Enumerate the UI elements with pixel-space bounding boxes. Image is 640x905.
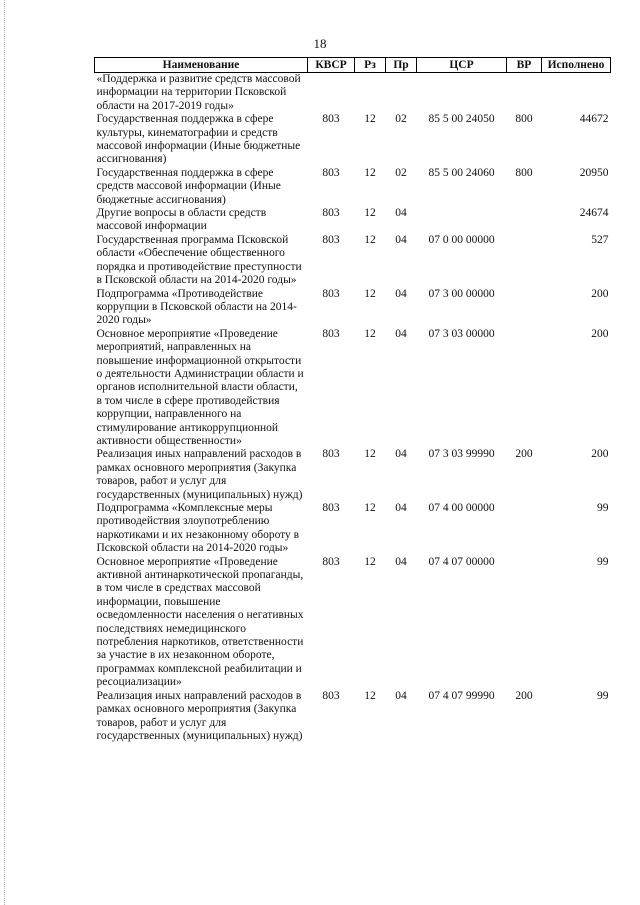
row-kvsr-cell: 803: [322, 555, 340, 568]
row-rz-cell: 12: [364, 166, 376, 179]
table-row: [95, 448, 611, 502]
row-pr-cell: 04: [395, 689, 407, 702]
header-pr: Пр: [386, 58, 417, 73]
row-csr-cell: [417, 207, 507, 234]
row-amount-cell: 44672: [579, 113, 609, 126]
row-kvsr-cell: 803: [322, 327, 340, 340]
row-name-cell: Основное мероприятие «Проведение мероприятий, направленных на повышение информационной открытости о деятельности Администрации области и органов исполнительной власти области, в том числе в сфере противодействия коррупции, направленного на стимулирование антикоррупционной активности общественности»: [96, 327, 304, 447]
row-rz-cell: 12: [364, 113, 376, 126]
budget-table: [94, 57, 611, 743]
row-rz-cell: 12: [364, 689, 376, 702]
row-vr-cell: [507, 556, 542, 690]
table-body: [95, 73, 611, 744]
row-vr-cell: 800: [515, 166, 533, 179]
table-row: [95, 73, 611, 114]
table-header-row: [95, 58, 611, 73]
row-csr-cell: 85 5 00 24060: [428, 166, 495, 179]
row-kvsr-cell: 803: [322, 166, 340, 179]
page-number: 18: [313, 36, 327, 51]
row-pr-cell: 04: [395, 327, 407, 340]
header-csr: ЦСР: [417, 58, 507, 73]
row-csr-cell: [417, 73, 507, 114]
table-row: [95, 167, 611, 207]
row-amount-cell: 99: [597, 689, 609, 702]
table-row: [95, 207, 611, 234]
row-amount-cell: [542, 73, 611, 114]
row-csr-cell: 07 4 00 00000: [428, 502, 495, 514]
row-pr-cell: 04: [395, 207, 407, 220]
row-amount-cell: 99: [597, 555, 609, 568]
row-vr-cell: [507, 502, 542, 556]
row-name-cell: Государственная поддержка в сфере средств массовой информации (Иные бюджетные ассигнования): [96, 166, 281, 206]
header-amount: Исполнено: [542, 58, 611, 73]
row-pr-cell: 02: [395, 113, 407, 126]
row-amount-cell: 24674: [579, 207, 609, 220]
table-row: [95, 288, 611, 328]
row-kvsr-cell: 803: [322, 233, 340, 246]
row-csr-cell: 07 3 00 00000: [428, 287, 495, 300]
row-pr-cell: 04: [395, 233, 407, 246]
row-pr-cell: 04: [395, 502, 407, 514]
row-kvsr-cell: 803: [322, 207, 340, 220]
row-kvsr-cell: 803: [322, 448, 340, 461]
header-vr: ВР: [507, 58, 542, 73]
row-pr-cell: 04: [395, 555, 407, 568]
table-row: [95, 328, 611, 449]
row-csr-cell: 07 3 03 00000: [428, 327, 495, 340]
row-name-cell: «Поддержка и развитие средств массовой информации на территории Псковской области на 2017-2019 годы»: [96, 73, 301, 112]
table-row: [95, 113, 611, 167]
row-kvsr-cell: 803: [322, 287, 340, 300]
row-pr-cell: [386, 73, 417, 114]
header-rz: Рз: [355, 58, 386, 73]
row-vr-cell: 200: [515, 448, 533, 461]
header-name: Наименование: [95, 58, 308, 73]
row-rz-cell: 12: [364, 448, 376, 461]
row-pr-cell: 04: [395, 448, 407, 461]
row-rz-cell: 12: [364, 287, 376, 300]
row-rz-cell: 12: [364, 233, 376, 246]
row-name-cell: Другие вопросы в области средств массовой информации: [96, 207, 267, 233]
row-name-cell: Государственная программа Псковской области «Обеспечение общественного порядка и противодействие преступности в Псковской области на 2014-2020 годы»: [96, 233, 302, 287]
row-amount-cell: 20950: [579, 166, 609, 179]
row-pr-cell: 04: [395, 287, 407, 300]
row-vr-cell: 200: [515, 689, 533, 702]
row-kvsr-cell: 803: [322, 689, 340, 702]
row-kvsr-cell: 803: [322, 113, 340, 126]
row-rz-cell: [355, 73, 386, 114]
row-name-cell: Реализация иных направлений расходов в рамках основного мероприятия (Закупка товаров, работ и услуг для государственных (муниципальных) нужд): [96, 448, 303, 501]
row-vr-cell: [507, 234, 542, 288]
row-vr-cell: [507, 207, 542, 234]
row-amount-cell: 200: [591, 327, 609, 340]
row-name-cell: Реализация иных направлений расходов в рамках основного мероприятия (Закупка товаров, работ и услуг для государственных (муниципальных) нужд): [96, 689, 303, 742]
row-csr-cell: 07 3 03 99990: [428, 448, 495, 461]
row-amount-cell: 200: [591, 448, 609, 461]
row-rz-cell: 12: [364, 207, 376, 220]
row-rz-cell: 12: [364, 502, 376, 514]
row-name-cell: Основное мероприятие «Проведение активной антинаркотической пропаганды, в том числе в средствах массовой информации, повышение осведомленности населения о негативных последствиях немедицинского потребления наркотиков, ответственности за участие в их незаконном обороте, программах комплексной реабилитации и ресоциализации»: [96, 555, 304, 689]
row-rz-cell: 12: [364, 555, 376, 568]
row-csr-cell: 07 0 00 00000: [428, 233, 495, 246]
row-rz-cell: 12: [364, 327, 376, 340]
row-vr-cell: [507, 288, 542, 328]
row-kvsr-cell: [308, 73, 355, 114]
row-amount-cell: 200: [591, 287, 609, 300]
table-row: [95, 502, 611, 556]
row-name-cell: Подпрограмма «Противодействие коррупции в Псковской области на 2014-2020 годы»: [96, 287, 297, 327]
row-vr-cell: [507, 328, 542, 449]
table-row: [95, 690, 611, 744]
header-kvsr: КВСР: [308, 58, 355, 73]
table-row: [95, 234, 611, 288]
row-csr-cell: 85 5 00 24050: [428, 113, 495, 126]
row-name-cell: Подпрограмма «Комплексные меры противодействия злоупотреблению наркотиками и их незаконному обороту в Псковской области на 2014-2020 годы»: [96, 502, 300, 555]
row-csr-cell: 07 4 07 00000: [428, 555, 495, 568]
scan-edge-line: [4, 0, 6, 905]
row-vr-cell: [507, 73, 542, 114]
row-amount-cell: 99: [597, 502, 609, 514]
table-row: [95, 556, 611, 690]
row-csr-cell: 07 4 07 99990: [428, 689, 495, 702]
row-pr-cell: 02: [395, 166, 407, 179]
row-name-cell: Государственная поддержка в сфере культуры, кинематографии и средств массовой информации (Иные бюджетные ассигнования): [96, 113, 301, 166]
row-amount-cell: 527: [591, 233, 609, 246]
row-vr-cell: 800: [515, 113, 533, 126]
row-kvsr-cell: 803: [322, 502, 340, 514]
